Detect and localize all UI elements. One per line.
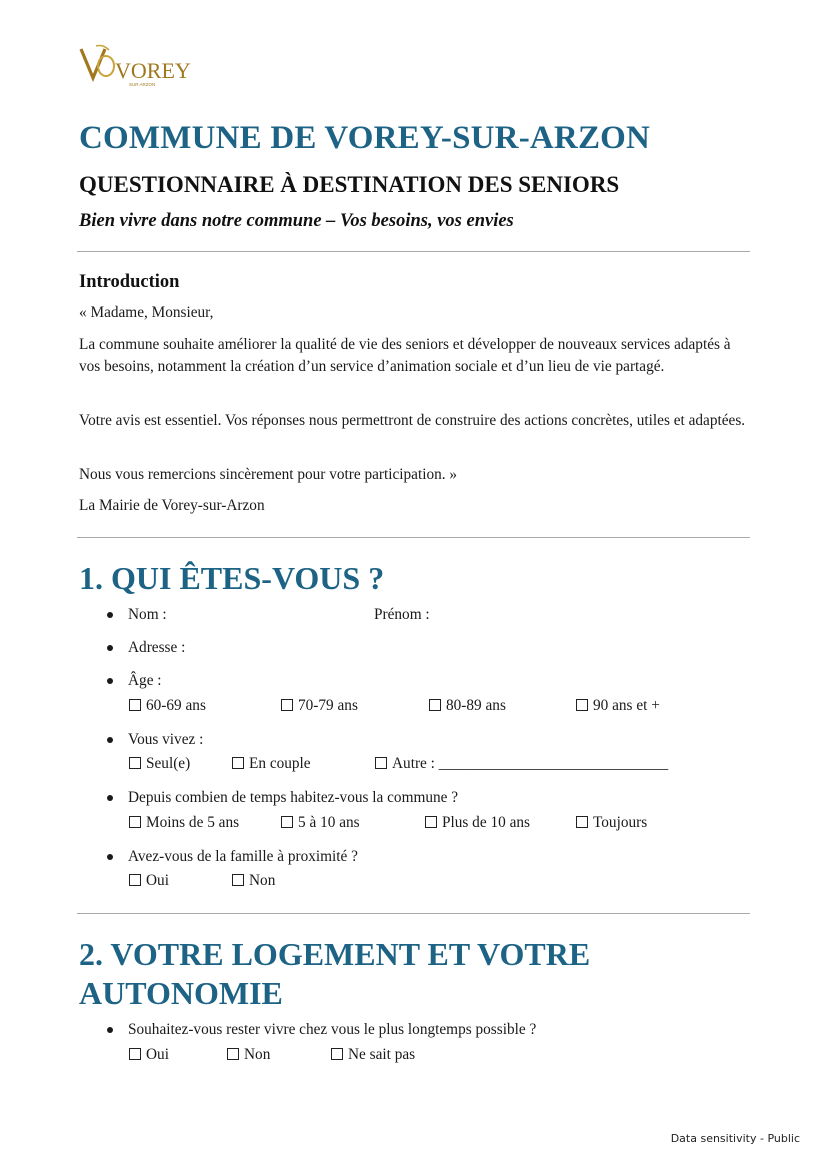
divider [77, 251, 750, 252]
famille-option-non[interactable]: Non [232, 872, 275, 890]
vorey-logo [79, 44, 191, 88]
intro-heading: Introduction [79, 272, 180, 292]
intro-paragraph-2: Votre avis est essentiel. Vos réponses nous permettront de construire des actions concrètes, utiles et adaptées. [79, 412, 746, 429]
age-label: Âge : [128, 672, 162, 689]
bullet [107, 795, 113, 801]
rester-label: Souhaitez-vous rester vivre chez vous le plus longtemps possible ? [128, 1021, 537, 1038]
depuis-option-5-10[interactable]: 5 à 10 ans [281, 814, 360, 832]
checkbox-icon[interactable] [232, 874, 244, 886]
depuis-label: Depuis combien de temps habitez-vous la commune ? [128, 789, 459, 806]
adresse-label: Adresse : [128, 639, 186, 656]
bullet [107, 854, 113, 860]
logo-text: VOREY [115, 58, 191, 83]
bullet [107, 1027, 113, 1033]
intro-paragraph-1: La commune souhaite améliorer la qualité de vie des seniors et développer de nouveaux services adaptés à vos besoins, notamment la création d’un service d’animation sociale et d’un lieu de vie partagé. [79, 336, 731, 375]
questionnaire-title: QUESTIONNAIRE À DESTINATION DES SENIORS [79, 172, 620, 197]
vivez-option-couple[interactable]: En couple [232, 755, 311, 773]
rester-option-oui[interactable]: Oui [129, 1046, 169, 1064]
bullet [107, 678, 113, 684]
checkbox-icon[interactable] [425, 816, 437, 828]
rester-option-ne-sait-pas[interactable]: Ne sait pas [331, 1046, 415, 1064]
depuis-option-moins-5[interactable]: Moins de 5 ans [129, 814, 239, 832]
bullet [107, 645, 113, 651]
depuis-option-toujours[interactable]: Toujours [576, 814, 647, 832]
famille-option-oui[interactable]: Oui [129, 872, 169, 890]
page-title: COMMUNE DE VOREY-SUR-ARZON [79, 120, 651, 156]
section-2-title-line-1: 2. VOTRE LOGEMENT ET VOTRE [79, 936, 591, 972]
intro-paragraph-3: Nous vous remercions sincèrement pour votre participation. » [79, 466, 458, 483]
checkbox-icon[interactable] [129, 757, 141, 769]
checkbox-icon[interactable] [129, 1048, 141, 1060]
vivez-option-autre[interactable]: Autre : ______________________________ [375, 755, 668, 773]
checkbox-icon[interactable] [281, 699, 293, 711]
intro-signature: La Mairie de Vorey-sur-Arzon [79, 497, 265, 514]
divider [77, 537, 750, 538]
checkbox-icon[interactable] [375, 757, 387, 769]
checkbox-icon[interactable] [576, 816, 588, 828]
subtitle: Bien vivre dans notre commune – Vos besoins, vos envies [79, 211, 514, 231]
logo-subtext: SUR ARZON [129, 82, 156, 87]
age-option-90-plus[interactable]: 90 ans et + [576, 697, 660, 715]
depuis-option-plus-10[interactable]: Plus de 10 ans [425, 814, 530, 832]
checkbox-icon[interactable] [232, 757, 244, 769]
divider [77, 913, 750, 914]
section-2-title-line-2: AUTONOMIE [79, 975, 283, 1011]
rester-option-non[interactable]: Non [227, 1046, 270, 1064]
nom-label: Nom : [128, 606, 167, 623]
checkbox-icon[interactable] [281, 816, 293, 828]
section-2-title [79, 935, 590, 1013]
checkbox-icon[interactable] [129, 816, 141, 828]
age-option-70-79[interactable]: 70-79 ans [281, 697, 358, 715]
data-sensitivity-label: Data sensitivity - Public [670, 1132, 800, 1145]
bullet [107, 612, 113, 618]
age-option-80-89[interactable]: 80-89 ans [429, 697, 506, 715]
section-1-title: 1. QUI ÊTES-VOUS ? [79, 560, 385, 596]
intro-greeting: « Madame, Monsieur, [79, 304, 214, 321]
bullet [107, 737, 113, 743]
checkbox-icon[interactable] [227, 1048, 239, 1060]
checkbox-icon[interactable] [129, 699, 141, 711]
famille-label: Avez-vous de la famille à proximité ? [128, 848, 358, 865]
age-option-60-69[interactable]: 60-69 ans [129, 697, 206, 715]
checkbox-icon[interactable] [576, 699, 588, 711]
checkbox-icon[interactable] [429, 699, 441, 711]
vivez-label: Vous vivez : [128, 731, 204, 748]
checkbox-icon[interactable] [129, 874, 141, 886]
checkbox-icon[interactable] [331, 1048, 343, 1060]
vivez-option-seul[interactable]: Seul(e) [129, 755, 190, 773]
prenom-label: Prénom : [374, 606, 430, 623]
